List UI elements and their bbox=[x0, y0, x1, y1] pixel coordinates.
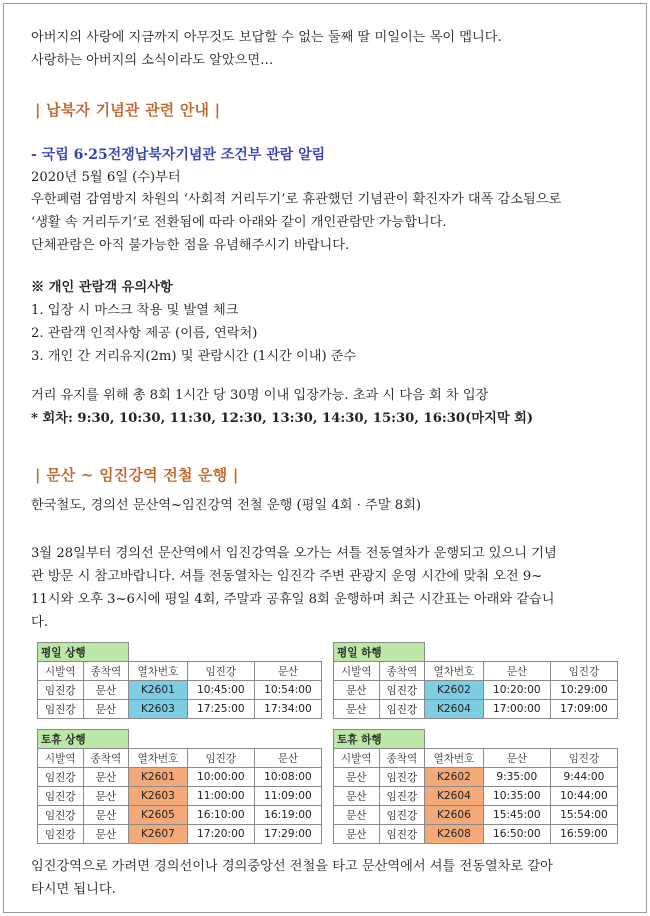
cell-origin: 임진강 bbox=[38, 806, 84, 825]
cell-train-number: K2602 bbox=[425, 681, 484, 700]
cell-train-number: K2601 bbox=[129, 681, 188, 700]
table-row bbox=[334, 787, 618, 806]
column-header: 임진강 bbox=[187, 749, 254, 768]
cell-time: 10:45:00 bbox=[187, 681, 254, 700]
column-header: 문산 bbox=[483, 662, 550, 681]
cell-time: 17:34:00 bbox=[254, 700, 321, 719]
column-header: 열차번호 bbox=[129, 749, 188, 768]
cell-train-number: K2605 bbox=[129, 806, 188, 825]
cell-destination: 임진강 bbox=[379, 768, 425, 787]
column-header: 문산 bbox=[254, 749, 321, 768]
timetable-holiday-down bbox=[333, 729, 618, 844]
cell-train-number: K2604 bbox=[425, 787, 484, 806]
table-row bbox=[38, 806, 322, 825]
table-row bbox=[334, 806, 618, 825]
cell-train-number: K2603 bbox=[129, 700, 188, 719]
column-header: 문산 bbox=[254, 662, 321, 681]
cell-destination: 임진강 bbox=[379, 681, 425, 700]
description-line: 관 방문 시 참고바랍니다. 셔틀 전동열차는 임진각 주변 관광지 운영 시간에 맞춰 오전 9~ bbox=[31, 569, 543, 584]
cell-time: 17:09:00 bbox=[550, 700, 617, 719]
notice-body: 단체관람은 아직 불가능한 점을 유념해주시기 바랍니다. bbox=[31, 238, 350, 253]
column-header: 시발역 bbox=[334, 662, 380, 681]
cell-time: 16:59:00 bbox=[550, 825, 617, 844]
cell-time: 10:44:00 bbox=[550, 787, 617, 806]
intro-text bbox=[31, 26, 631, 72]
column-header: 종착역 bbox=[379, 662, 425, 681]
visitor-guidelines bbox=[31, 276, 643, 368]
entry-times: * 회차: 9:30, 10:30, 11:30, 12:30, 13:30, 14:30, 15:30, 16:30(마지막 회) bbox=[31, 411, 534, 426]
memorial-subtitle: - 국립 6·25전쟁납북자기념관 조건부 관람 알림 bbox=[31, 147, 326, 163]
table-header-row bbox=[334, 749, 618, 768]
notice-body: ‘생활 속 거리두기’로 전환됨에 따라 아래와 같이 개인관람만 가능합니다. bbox=[31, 215, 447, 230]
cell-origin: 임진강 bbox=[38, 768, 84, 787]
column-header: 열차번호 bbox=[129, 662, 188, 681]
cell-origin: 임진강 bbox=[38, 681, 84, 700]
cell-time: 15:45:00 bbox=[483, 806, 550, 825]
table-row bbox=[38, 768, 322, 787]
column-header: 문산 bbox=[483, 749, 550, 768]
guideline-item: 3. 개인 간 거리유지(2m) 및 관람시간 (1시간 이내) 준수 bbox=[31, 349, 357, 364]
cell-time: 10:29:00 bbox=[550, 681, 617, 700]
entry-limit: 거리 유지를 위해 총 8회 1시간 당 30명 이내 입장가능. 초과 시 다음 회 차 입장 bbox=[31, 388, 489, 403]
guideline-item: 1. 입장 시 마스크 착용 및 발열 체크 bbox=[31, 303, 239, 318]
cell-destination: 문산 bbox=[83, 825, 129, 844]
cell-time: 9:35:00 bbox=[483, 768, 550, 787]
cell-origin: 문산 bbox=[334, 806, 380, 825]
cell-origin: 문산 bbox=[334, 681, 380, 700]
section-title-shuttle: | 문산 ~ 임진강역 전철 운행 | bbox=[35, 466, 239, 484]
table-header-row bbox=[38, 662, 322, 681]
cell-time: 17:25:00 bbox=[187, 700, 254, 719]
cell-time: 17:20:00 bbox=[187, 825, 254, 844]
cell-origin: 임진강 bbox=[38, 700, 84, 719]
cell-time: 11:09:00 bbox=[254, 787, 321, 806]
cell-time: 11:00:00 bbox=[187, 787, 254, 806]
timetable-holiday-up bbox=[37, 729, 322, 844]
guideline-item: 2. 관람객 인적사항 제공 (이름, 연락처) bbox=[31, 326, 258, 341]
cell-time: 10:20:00 bbox=[483, 681, 550, 700]
cell-destination: 임진강 bbox=[379, 787, 425, 806]
table-row bbox=[38, 681, 322, 700]
summary-line: 한국철도, 경의선 문산역~임진강역 전철 운행 (평일 4회 · 주말 8회) bbox=[31, 498, 421, 513]
cell-time: 10:08:00 bbox=[254, 768, 321, 787]
closing-line: 임진강역으로 가려면 경의선이나 경의중앙선 전철을 타고 문산역에서 셔틀 전동열차로 갈아 bbox=[31, 859, 553, 874]
shuttle-summary bbox=[31, 494, 643, 517]
cell-time: 16:19:00 bbox=[254, 806, 321, 825]
table-caption: 토휴 상행 bbox=[38, 730, 129, 749]
cell-time: 10:35:00 bbox=[483, 787, 550, 806]
cell-time: 17:00:00 bbox=[483, 700, 550, 719]
column-header: 시발역 bbox=[38, 662, 84, 681]
column-header: 종착역 bbox=[83, 662, 129, 681]
table-row bbox=[38, 787, 322, 806]
shuttle-description bbox=[31, 542, 643, 634]
timetable-weekday-down bbox=[333, 642, 618, 719]
timetable-weekday-up bbox=[37, 642, 322, 719]
guidelines-title: ※ 개인 관람객 유의사항 bbox=[31, 280, 173, 295]
table-caption: 평일 상행 bbox=[38, 643, 129, 662]
entry-info bbox=[31, 384, 643, 430]
column-header: 종착역 bbox=[83, 749, 129, 768]
memorial-notice bbox=[31, 144, 643, 257]
table-row bbox=[334, 681, 618, 700]
table-row bbox=[334, 700, 618, 719]
cell-time: 16:50:00 bbox=[483, 825, 550, 844]
column-header: 시발역 bbox=[334, 749, 380, 768]
column-header: 임진강 bbox=[187, 662, 254, 681]
table-header-row bbox=[334, 662, 618, 681]
page-frame bbox=[3, 3, 647, 913]
cell-destination: 문산 bbox=[83, 787, 129, 806]
cell-train-number: K2603 bbox=[129, 787, 188, 806]
cell-train-number: K2606 bbox=[425, 806, 484, 825]
cell-destination: 임진강 bbox=[379, 825, 425, 844]
intro-line: 사랑하는 아버지의 소식이라도 알았으면… bbox=[31, 53, 274, 68]
column-header: 종착역 bbox=[379, 749, 425, 768]
cell-destination: 문산 bbox=[83, 806, 129, 825]
description-line: 다. bbox=[31, 615, 48, 630]
cell-time: 16:10:00 bbox=[187, 806, 254, 825]
table-row bbox=[334, 825, 618, 844]
table-header-row bbox=[38, 749, 322, 768]
cell-train-number: K2608 bbox=[425, 825, 484, 844]
cell-time: 10:54:00 bbox=[254, 681, 321, 700]
column-header: 열차번호 bbox=[425, 749, 484, 768]
cell-train-number: K2602 bbox=[425, 768, 484, 787]
cell-destination: 임진강 bbox=[379, 700, 425, 719]
cell-origin: 문산 bbox=[334, 700, 380, 719]
cell-origin: 임진강 bbox=[38, 825, 84, 844]
cell-train-number: K2607 bbox=[129, 825, 188, 844]
cell-time: 9:44:00 bbox=[550, 768, 617, 787]
description-line: 3월 28일부터 경의선 문산역에서 임진강역을 오가는 셔틀 전동열차가 운행되고 있으니 기념 bbox=[31, 546, 557, 561]
column-header: 임진강 bbox=[550, 749, 617, 768]
cell-origin: 문산 bbox=[334, 787, 380, 806]
column-header: 시발역 bbox=[38, 749, 84, 768]
cell-destination: 문산 bbox=[83, 681, 129, 700]
notice-date: 2020년 5월 6일 (수)부터 bbox=[31, 170, 181, 185]
column-header: 임진강 bbox=[550, 662, 617, 681]
cell-time: 17:29:00 bbox=[254, 825, 321, 844]
description-line: 11시와 오후 3~6시에 평일 4회, 주말과 공휴일 8회 운행하며 최근 시간표는 아래와 같습니 bbox=[31, 592, 555, 607]
cell-destination: 문산 bbox=[83, 768, 129, 787]
table-caption: 토휴 하행 bbox=[334, 730, 425, 749]
cell-origin: 임진강 bbox=[38, 787, 84, 806]
section-title-memorial: | 납북자 기념관 관련 안내 | bbox=[35, 101, 221, 119]
intro-line: 아버지의 사랑에 지금까지 아무것도 보답할 수 없는 둘째 딸 미일이는 목이 멥니다. bbox=[31, 30, 502, 45]
notice-body: 우한폐렴 감염방지 차원의 ‘사회적 거리두기’로 휴관했던 기념관이 확진자가 대폭 감소됨으로 bbox=[31, 192, 562, 207]
cell-origin: 문산 bbox=[334, 825, 380, 844]
cell-origin: 문산 bbox=[334, 768, 380, 787]
table-row bbox=[38, 700, 322, 719]
cell-train-number: K2601 bbox=[129, 768, 188, 787]
table-caption: 평일 하행 bbox=[334, 643, 425, 662]
column-header: 열차번호 bbox=[425, 662, 484, 681]
cell-destination: 문산 bbox=[83, 700, 129, 719]
cell-train-number: K2604 bbox=[425, 700, 484, 719]
cell-destination: 임진강 bbox=[379, 806, 425, 825]
cell-time: 15:54:00 bbox=[550, 806, 617, 825]
table-row bbox=[38, 825, 322, 844]
cell-time: 10:00:00 bbox=[187, 768, 254, 787]
table-row bbox=[334, 768, 618, 787]
closing-text bbox=[31, 855, 643, 901]
closing-line: 타시면 됩니다. bbox=[31, 882, 116, 897]
